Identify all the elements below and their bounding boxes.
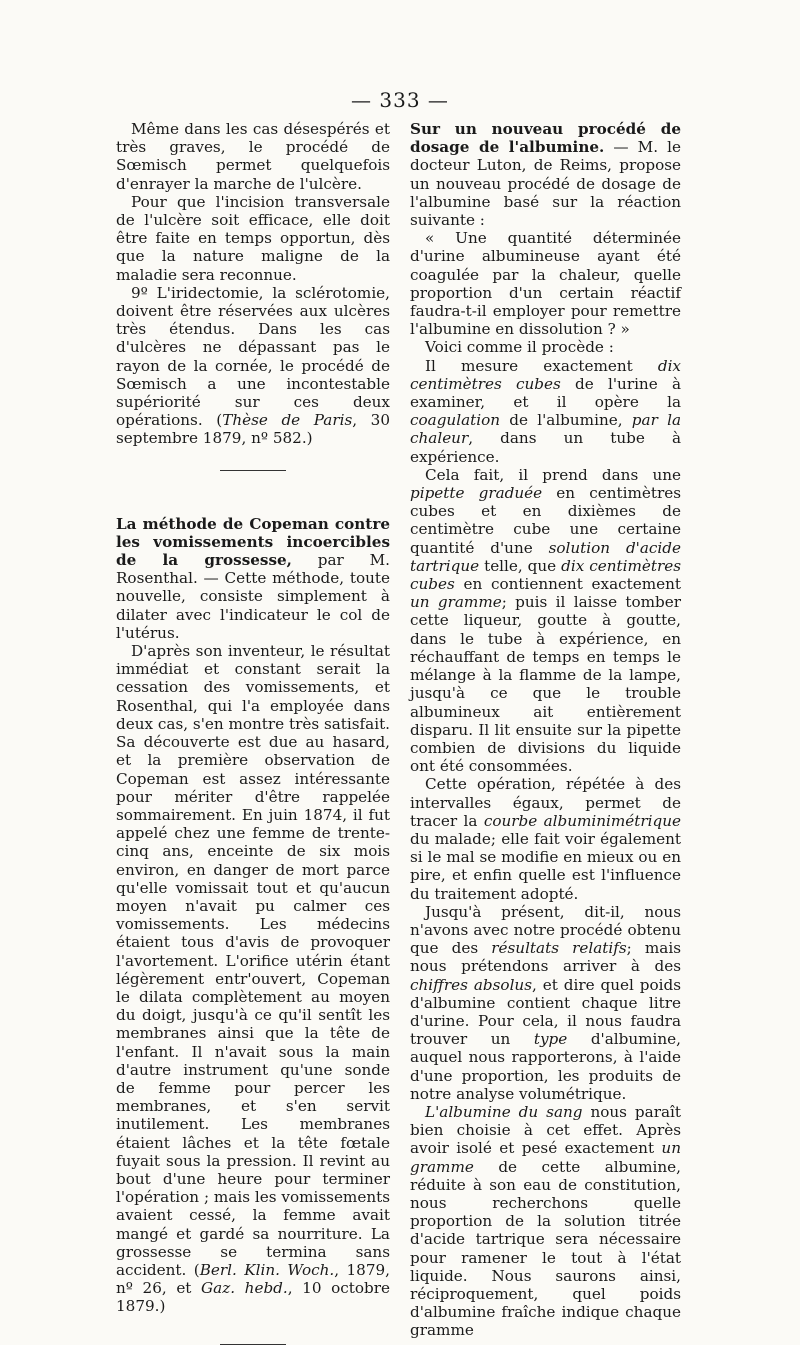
citation: Gaz. hebd. bbox=[201, 1279, 288, 1298]
text-run: , dans un tube à expérience. bbox=[410, 429, 681, 466]
paragraph bbox=[116, 284, 390, 448]
emphasis: chiffres absolus bbox=[410, 975, 533, 994]
text-run: Cela fait, il prend dans une bbox=[425, 465, 681, 484]
emphasis: un gramme bbox=[410, 593, 502, 612]
text-run: Il mesure exactement bbox=[425, 356, 658, 375]
emphasis: L'albumine du sang bbox=[425, 1102, 583, 1121]
article-title: Sur un nouveau procédé de dosage de l'albumine. bbox=[410, 120, 681, 157]
paragraph bbox=[410, 466, 681, 775]
paragraph bbox=[410, 903, 681, 1103]
text-run: 9º L'iridectomie, la sclérotomie, doivent être réservées aux ulcères très étendus. Dans les cas d'ulcères ne dépassant pas le rayon de la cornée, le procédé de Sœmisch a une incontestable supériorité sur ces deux opérations. ( bbox=[116, 283, 390, 430]
text-run: nous paraît bien choisie à cet effet. Après avoir isolé et pesé exactement bbox=[410, 1102, 681, 1158]
emphasis: pipette graduée bbox=[410, 484, 543, 503]
text-run: Cette opération, répétée à des intervalles égaux, permet de tracer la bbox=[410, 775, 681, 830]
separator-rule bbox=[220, 470, 286, 471]
paragraph bbox=[116, 642, 390, 1316]
text-run: , 1879, nº 26, et bbox=[116, 1260, 390, 1298]
article-lead bbox=[116, 515, 390, 642]
paragraph: Pour que l'incision transversale de l'ulcère soit efficace, elle doit être faite en temps opportun, dès que la nature maligne de la maladie sera reconnue. bbox=[116, 192, 390, 284]
paragraph: Voici comme il procède : bbox=[425, 338, 614, 357]
text-run: , et dire quel poids d'albumine contient chaque litre d'urine. Pour cela, il nous faudra trouver un bbox=[410, 975, 681, 1049]
emphasis: type bbox=[533, 1030, 568, 1049]
article-lead bbox=[410, 120, 681, 229]
text-run: par M. Rosenthal. — Cette méthode, toute nouvelle, consiste simplement à dilater avec l'indicateur le col de l'utérus. bbox=[116, 551, 390, 642]
right-column bbox=[410, 120, 681, 1340]
emphasis: par la chaleur bbox=[410, 411, 681, 448]
text-run: ; mais nous prétendons arriver à des bbox=[410, 939, 682, 976]
end-rule bbox=[220, 1344, 286, 1345]
text-run: — M. le docteur Luton, de Reims, propose un nouveau procédé de dosage de l'albumine basé sur la réaction suivante : bbox=[410, 138, 681, 230]
left-column bbox=[116, 120, 390, 1345]
text-run: Jusqu'à présent, dit-il, nous n'avons avec notre procédé obtenu que des bbox=[410, 902, 681, 958]
page-number: — 333 — bbox=[351, 88, 449, 112]
text-run: de l'urine à examiner, et il opère la bbox=[410, 374, 682, 412]
paragraph: Même dans les cas désespérés et très graves, le procédé de Sœmisch permet quelquefois d'enrayer la marche de l'ulcère. bbox=[116, 120, 390, 193]
citation: Thèse de Paris bbox=[222, 411, 353, 430]
text-run: D'après son inventeur, le résultat immédiat et constant serait la cessation des vomissements, et Rosenthal, qui l'a employée dans deux cas, s'en montre très satisfait. Sa découverte est due au hasard, et la première observation de Copeman est assez intéressante pour mériter d'être rappelée sommairement. En juin 1874, il fut appelé chez une femme de trente-cinq ans, enceinte de six mois environ, en danger de mort parce qu'elle vomissait tout et qu'aucun moyen n'avait pu calmer ces vomissements. Les médecins étaient tous d'avis de provoquer l'avortement. L'orifice utérin étant légèrement entr'ouvert, Copeman le dilata complètement au moyen du doigt, jusqu'à ce qu'il sentît les membranes ainsi que la tête de l'enfant. Il n'avait sous la main d'autre instrument qu'une sonde de femme pour percer les membranes, et s'en servit inutilement. Les membranes étaient lâches et la tête fœtale fuyait sous la pression. Il revint au bout d'une heure pour terminer l'opération ; mais les vomissements avaient cessé, la femme avait mangé et gardé sa nourriture. La grossesse se termina sans accident. ( bbox=[116, 642, 391, 1279]
text-run: , 10 octobre 1879.) bbox=[116, 1279, 390, 1316]
text-run: de cette albumine, réduite à son eau de constitution, nous recherchons quelle proportion de la solution titrée d'acide tartrique sera nécessaire pour ramener le tout à l'état liquide. Nous saurons ainsi, réciproquement, quel poids d'albumine fraîche indique chaque gramme bbox=[410, 1157, 681, 1340]
text-run: telle, que bbox=[479, 556, 562, 575]
citation: Berl. Klin. Woch. bbox=[199, 1260, 335, 1279]
text-run: en centimètres cubes et en dixièmes de centimètre cube une certaine quantité d'une bbox=[410, 484, 681, 557]
emphasis: dix centimètres cubes bbox=[410, 556, 681, 594]
emphasis: résultats relatifs bbox=[491, 939, 627, 958]
emphasis: solution d'acide tartrique bbox=[410, 538, 681, 575]
text-run: du malade; elle fait voir également si le mal se modifie en mieux ou en pire, et enfin quelle est l'influence du traitement adopté. bbox=[410, 829, 681, 903]
emphasis: courbe albuminimétrique bbox=[483, 811, 681, 830]
article-title: La méthode de Copeman contre les vomissements incoercibles de la grossesse, bbox=[116, 514, 390, 570]
text-run: ; puis il laisse tomber cette liqueur, goutte à goutte, dans le tube à expérience, en réchauffant de temps en temps le mélange à la flamme de la lampe, jusqu'à ce que le trouble albumineux ait entièrement disparu. Il lit ensuite sur la pipette combien de divisions du liquide ont été consommées. bbox=[410, 593, 682, 776]
paragraph bbox=[410, 1103, 681, 1340]
paragraph bbox=[410, 775, 681, 902]
emphasis: un gramme bbox=[410, 1139, 681, 1176]
text-run: d'albumine, auquel nous rapporterons, à l'aide d'une proportion, les produits de notre analyse volumétrique. bbox=[410, 1030, 681, 1103]
text-run: de l'albumine, bbox=[500, 411, 632, 430]
paragraph bbox=[410, 357, 681, 466]
text-run: en contiennent exactement bbox=[454, 575, 681, 594]
emphasis: dix centimètres cubes bbox=[410, 356, 681, 393]
emphasis: coagulation bbox=[410, 411, 501, 430]
text-run: , 30 septembre 1879, nº 582.) bbox=[116, 411, 390, 448]
paragraph: « Une quantité déterminée d'urine albumineuse ayant été coagulée par la chaleur, quelle proportion d'un certain réactif faudra-t-il employer pour remettre l'albumine en dissolution ? » bbox=[410, 229, 681, 339]
